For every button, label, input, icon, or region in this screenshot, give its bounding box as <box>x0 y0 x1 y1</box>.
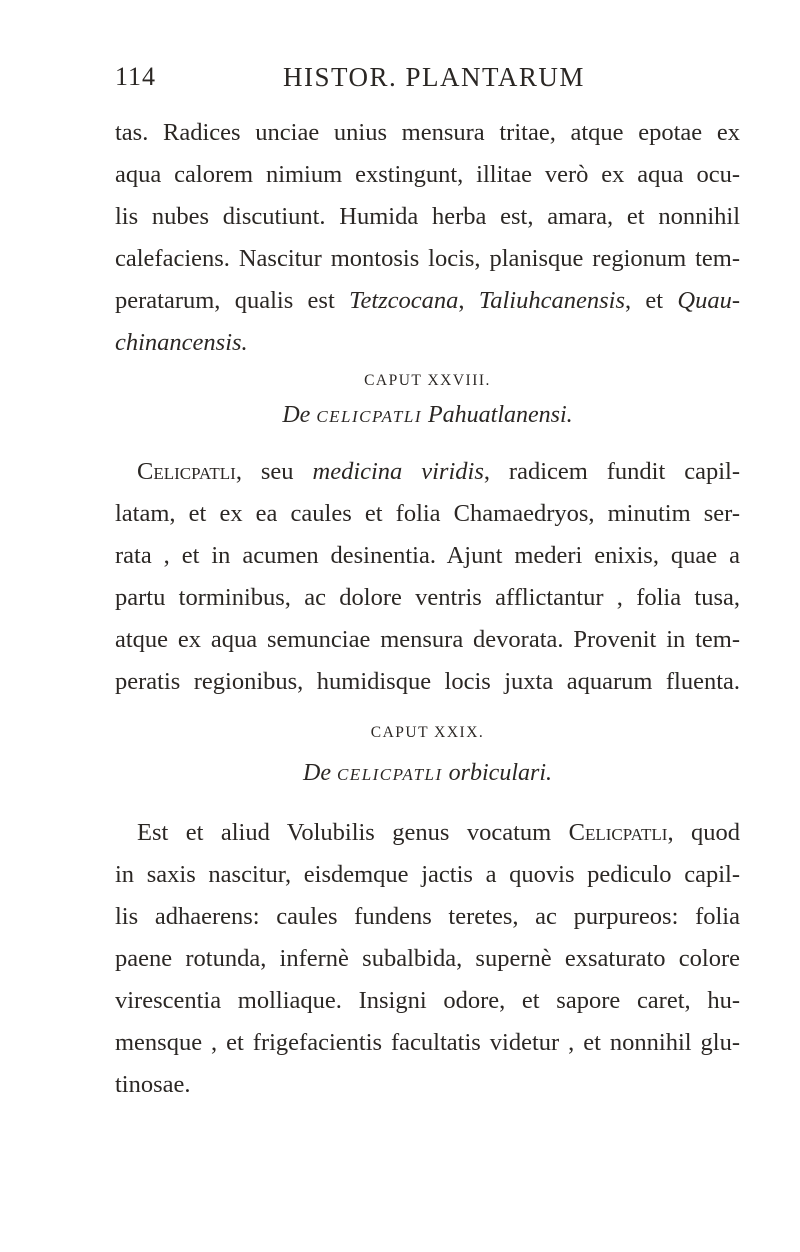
plant-name: Celicpatli <box>568 819 668 846</box>
plant-name: Celicpatli <box>137 458 236 485</box>
text-line: calefaciens. Nascitur montosis locis, planisque regionum tem- <box>115 245 740 272</box>
text-line: latam, et ex ea caules et folia Chamaedryos, minutim ser- <box>115 500 740 527</box>
text-line: rata , et in acumen desinentia. Ajunt mederi enixis, quae a <box>115 542 740 569</box>
place-name: chinancensis. <box>115 329 248 356</box>
page-header <box>115 62 735 98</box>
text-fragment: peratarum, qualis est <box>115 287 350 314</box>
text-line: partu torminibus, ac dolore ventris afflictantur , folia tusa, <box>115 584 740 611</box>
plant-name: celicpatli <box>336 760 443 786</box>
place-name: Quau- <box>677 287 741 314</box>
text-line-with-place-names <box>115 286 740 316</box>
title-suffix: Pahuatlanensi. <box>422 402 573 428</box>
text-line: atque ex aqua semunciae mensura devorata. Provenit in tem- <box>115 626 740 653</box>
text-line: tas. Radices unciae unius mensura tritae, atque epotae ex <box>115 119 740 146</box>
text-fragment: , et <box>624 287 678 314</box>
text-line: mensque , et frigefacientis facultatis videtur , et nonnihil glu- <box>115 1029 740 1056</box>
text-line: virescentia molliaque. Insigni odore, et sapore caret, hu- <box>115 987 740 1014</box>
plant-name: celicpatli <box>316 402 423 428</box>
text-line <box>115 457 740 487</box>
text-fragment: Est et aliud Volubilis genus vocatum <box>137 819 569 846</box>
text-line: tinosae. <box>115 1071 191 1098</box>
text-line: lis adhaerens: caules fundens teretes, ac purpureos: folia <box>115 903 740 930</box>
text-line: aqua calorem nimium exstingunt, illitae verò ex aqua ocu- <box>115 161 740 188</box>
title-suffix: orbiculari. <box>442 760 553 786</box>
text-fragment: , quod <box>667 819 740 846</box>
text-line: lis nubes discutiunt. Humida herba est, amara, et nonnihil <box>115 203 740 230</box>
title-prefix: De <box>302 760 337 786</box>
text-line: paene rotunda, infernè subalbida, supernè exsaturato colore <box>115 945 740 972</box>
text-line: in saxis nascitur, eisdemque jactis a quovis pediculo capil- <box>115 861 740 888</box>
text-fragment: , <box>458 287 479 314</box>
text-line: peratis regionibus, humidisque locis juxta aquarum fluenta. <box>115 668 740 695</box>
text-emphasis: medicina viridis <box>312 458 484 485</box>
text-fragment: , seu <box>235 458 313 485</box>
text-line <box>115 818 740 848</box>
chapter-title <box>115 760 740 787</box>
page-number: 114 <box>115 62 157 91</box>
running-title: HISTOR. PLANTARUM <box>283 62 585 92</box>
chapter-heading: CAPUT XXVIII. <box>364 372 491 389</box>
text-fragment: , radicem fundit capil- <box>483 458 740 485</box>
title-prefix: De <box>282 402 317 428</box>
chapter-heading: CAPUT XXIX. <box>370 724 485 741</box>
place-name: Taliuhcanensis <box>478 287 625 314</box>
text-line <box>115 328 740 358</box>
place-name: Tetzcocana <box>349 287 459 314</box>
chapter-title <box>115 402 740 429</box>
